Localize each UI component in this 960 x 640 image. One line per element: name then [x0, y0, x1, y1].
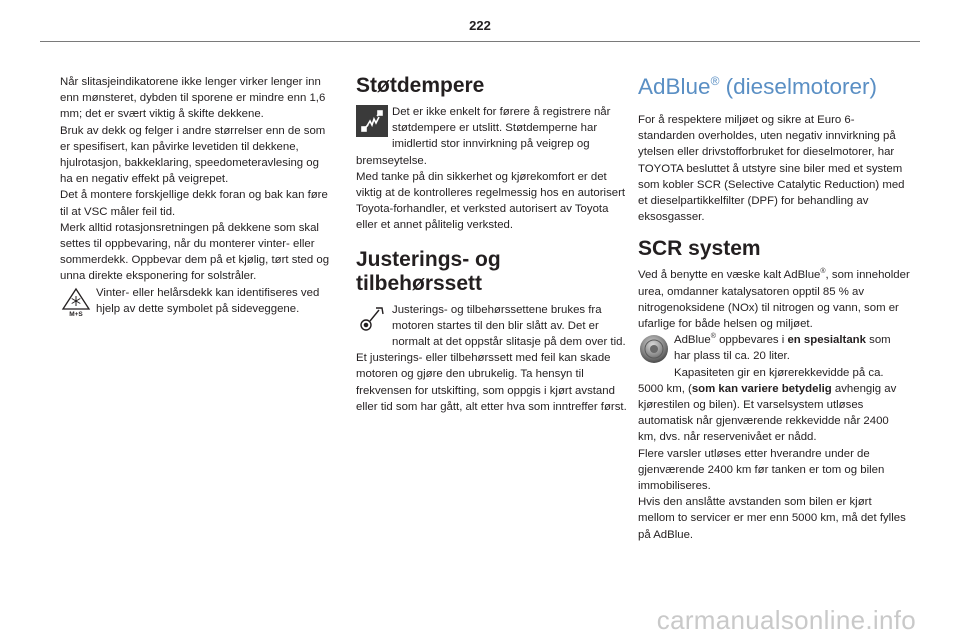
paragraph-storage: Merk alltid rotasjonsretningen på dekkene som skal settes til oppbevaring, når du monterer vinter- eller sommerdekk. Oppbevar dem på et kjølig, tørt sted og unna direkte eksponering for solstråler. [60, 221, 330, 283]
wrench-icon [356, 303, 388, 335]
adjustment-kits-heading: Justerings- og tilbehørssett [356, 247, 501, 295]
shock-absorbers-heading: Støtdempere [356, 74, 485, 97]
adblue-range: Kapasiteten gir en kjørerekkevidde på ca. 5000 km, (som kan variere betydelig avhengig av kjørestilen og bilen). Et varselsystem utløses automatisk når gjenværende rekkevidde når 2400 km, dvs. når reservenivået er nådd. [638, 366, 897, 444]
ms-note-text: Vinter- eller helårsdekk kan identifiseres ved hjelp av dette symbolet på sideveggene. [96, 286, 320, 315]
page-number: 222 [469, 18, 491, 33]
adblue-intro: For å respektere miljøet og sikre at Euro 6-standarden overholdes, uten negativ innvirkning på ytelsen eller drivstofforbruket for dieselmotorer, har TOYOTA besluttet å utstyre sine biler med et system som kobler SCR (Selective Catalytic Reduction) med et dieselpartikkelfilter (DPF) for behandling av eksosgasser. [638, 114, 905, 224]
shock-absorbers-inspection: Med tanke på din sikkerhet og kjørekomfort er det viktig at de kontrolleres regelmessig hos en autorisert Toyota-forhandler, et verksted autorisert av Toyota eller et annet pålitelig verksted. [356, 170, 626, 232]
adblue-alerts: Flere varsler utløses etter hverandre under de gjenværende 2400 km før tanken er tom og bilen immobiliseres. [638, 447, 885, 493]
scr-description: Ved å benytte en væske kalt AdBlue®, som inneholder urea, omdanner katalysatoren opptil 85 % av nitrogenoksidene (NOx) til nitrogen og vann, som er ufarlige for både helsen og miljøet. [638, 268, 910, 331]
shock-absorbers-text: Det er ikke enkelt for førere å registrere når støtdempere er utslitt. Støtdemperne har imidlertid stor innvirkning på veigrep og bremseytelse. [356, 106, 611, 167]
adblue-service: Hvis den anslåtte avstanden som bilen er kjørt mellom to servicer er mer enn 5000 km, må det fylles på AdBlue. [638, 496, 906, 541]
adjustment-kits-faulty: Et justerings- eller tilbehørssett med feil kan skade motoren og gjøre den ubrukelig. Ta hensyn til frekvensen for utskifting, som oppgis i kjørt avstand eller tid som har gått, alt etter hva som inntreffer først. [356, 352, 627, 413]
paragraph-vsc: Det å montere forskjellige dekk foran og bak kan føre til at VSC måler feil tid. [60, 189, 328, 218]
watermark: carmanualsonline.info [656, 605, 916, 635]
adjustment-kits-note [356, 302, 628, 351]
header-divider [40, 41, 920, 42]
shock-absorber-icon [356, 105, 388, 137]
paragraph-tyre-sizes: Bruk av dekk og felger i andre størrelser enn de som er spesifisert, kan påvirke levetiden til dekkene, hjulrotasjon, bakkeklaring, speedometeravlesing og ha en negativ effekt på veigrepet. [60, 124, 326, 186]
adjustment-kits-text: Justerings- og tilbehørssettene brukes fra motoren startes til den blir slått av. Det er normalt at det oppstår slitasje på dem over tid. [392, 303, 626, 349]
paragraph-wear-indicator: Når slitasjeindikatorene ikke lenger virker lenger inn enn mønsteret, dybden til sporene er mindre enn 1,6 mm; det er svært viktig å skifte dekkene. [60, 76, 326, 121]
ms-icon-label: M+S [69, 310, 83, 317]
column-adblue [638, 74, 910, 543]
adblue-heading: AdBlue® (dieselmotorer) [638, 74, 877, 99]
scr-system-heading: SCR system [638, 237, 761, 261]
adblue-tank-note: AdBlue® oppbevares i en spesialtank som har plass til ca. 20 liter. [638, 332, 910, 364]
shock-absorbers-note [356, 104, 628, 169]
ms-note [60, 285, 332, 317]
column-shock-absorbers [356, 74, 628, 415]
adblue-tank-icon [638, 333, 670, 365]
mountain-snowflake-icon [60, 286, 92, 318]
column-tyres [60, 74, 332, 318]
